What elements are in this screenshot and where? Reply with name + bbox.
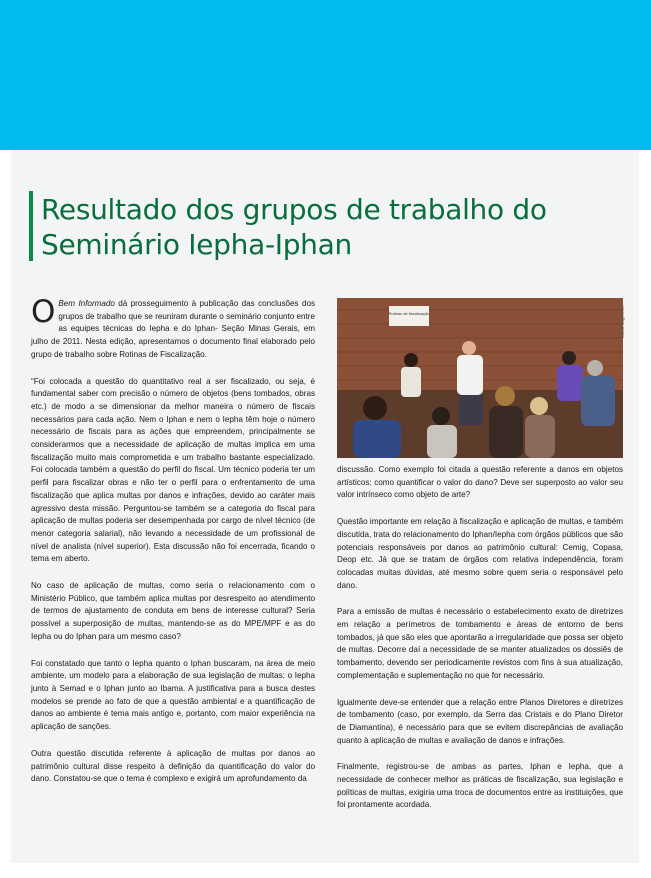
title-accent-bar: [29, 191, 33, 261]
meeting-photo: [337, 298, 623, 458]
right-paragraph-2: Questão importante em relação à fiscalização e aplicação de multas, e também discutida, trata do relacionamento do Iphan/Iepha com órgãos públicos que são potenciais responsáveis por danos ao patrimônio cultural: Cemig, Copasa, Deop etc. Já que se tratam de órgãos com relativa independência, foram colocadas muitas dúvidas, até mesmo sobre quem seria o responsável pelo dano.: [337, 517, 623, 590]
title-line-2: Seminário Iepha-Iphan: [41, 228, 352, 261]
paragraph-4: Foi constatado que tanto o Iepha quanto o Iphan buscaram, na área de meio ambiente, um modelo para a elaboração de sua legislação de multas: o Iepha junto à Semad e o Iphan junto ao Ibama. A justificativa para a busca destes modelos se prende ao fato de que a questão ambiental e a quantificação de danos ao ambiente é tema mais antigo e, portanto, com maior experiência na aplicação de sanções.: [31, 658, 315, 732]
drop-cap: O: [31, 294, 56, 330]
wall-sign-text: Rotinas de fiscalização: [388, 311, 430, 316]
right-paragraph-5: Finalmente, registrou-se de ambas as partes, Iphan e Iepha, que a necessidade de conhecer melhor as práticas de fiscalização, sua legislação e políticas de multas, exigiria uma troca de documentos entre as instituições, que foi prontamente acordada.: [337, 762, 623, 810]
article-title: [41, 192, 601, 262]
intro-text: dá prosseguimento à publicação das conclusões dos grupos de trabalho que se reuniram durante o seminário conjunto entre as equipes técnicas do Iepha e do Iphan- Seção Minas Gerais, em julho de 2011. Nesta edição, apresentamos o documento final elaborado pelo grupo de trabalho sobre Rotinas de Fiscalização.: [31, 299, 315, 359]
right-paragraph-3: Para a emissão de multas é necessário o estabelecimento exato de diretrizes em relação a perímetros de tombamento e áreas de entorno de bens tombados, já que são eles que apontarão a irregularidade que possa ser objeto de multas. Decorre daí a necessidade de se manter atualizados os dossiês de tombamento, devendo ser periodicamente revistos com fins à sua atualização, complementação e suplementação no que for necessário.: [337, 607, 623, 680]
photo-illustration: [337, 298, 623, 458]
intro-paragraph: [31, 294, 315, 362]
paragraph-5: Outra questão discutida referente à aplicação de multas por danos ao patrimônio cultural disse respeito à definição da quantificação do valor do dano. Constatou-se que o tema é complexo e exigirá um aprofundamento da: [31, 748, 315, 784]
left-column: [31, 294, 315, 800]
paragraph-2: “Foi colocada a questão do quantitativo real a ser fiscalizado, ou seja, é fundamental saber com precisão o número de objetos (bens tombados, obras etc.) de modo a se dimensionar da melhor maneira o número de fiscais necessários para cada ação. Nem o Iphan e nem o Iepha têm hoje o número necessário de fiscais para as ações que empreendem, principalmente se considerarmos que a necessidade de aplicação de multas implica em uma fiscalização muito mais comprometida e um trabalho bastante especializado. Foi colocada também a questão do perfil do fiscal. Um técnico poderia ter um perfil para fiscalizar obras e não ter o perfil para o enfrentamento de uma fiscalização que aplica multas por danos e infrações, devido ao caráter mais agressivo desta missão. Perguntou-se também se a categoria do fiscal para aplicação de multas poderia ser desempenhada por cargo de nível técnico (de menor categoria salarial), não levando a necessidade de um profissional de nível de analista (nível superior). Esta discussão não foi encerrada, ficando o tema em aberto.: [31, 376, 315, 564]
right-paragraph-1: discussão. Como exemplo foi citada a questão referente a danos em objetos artísticos: como quantificar o valor do dano? Deve ser superposto ao valor seu valor intrínseco como objeto de arte?: [337, 465, 623, 500]
paragraph-3: No caso de aplicação de multas, como seria o relacionamento com o Ministério Público, que também aplica multas por desrespeito ao atendimento de termos de ajustamento de conduta em bens de interesse cultural? Seria possível a superposição de multas, mantendo-se as do MPE/MPF e as do Iepha ou do Iphan para um mesmo caso?: [31, 581, 315, 641]
photo-credit: Laura Lage/IMM: [620, 305, 625, 338]
publication-name: Bem Informado: [58, 299, 115, 308]
header-band: [0, 0, 651, 150]
right-column: [337, 464, 623, 826]
title-line-1: Resultado dos grupos de trabalho do: [41, 193, 547, 226]
right-paragraph-4: Igualmente deve-se entender que a relação entre Planos Diretores e diretrizes de tombamento (caso, por exemplo, da Serra das Cristais e do Plano Diretor de Diamantina), é necessário para que se evitem discrepâncias de avaliação quanto à aplicação de multas e avaliação de danos e infrações.: [337, 697, 623, 745]
